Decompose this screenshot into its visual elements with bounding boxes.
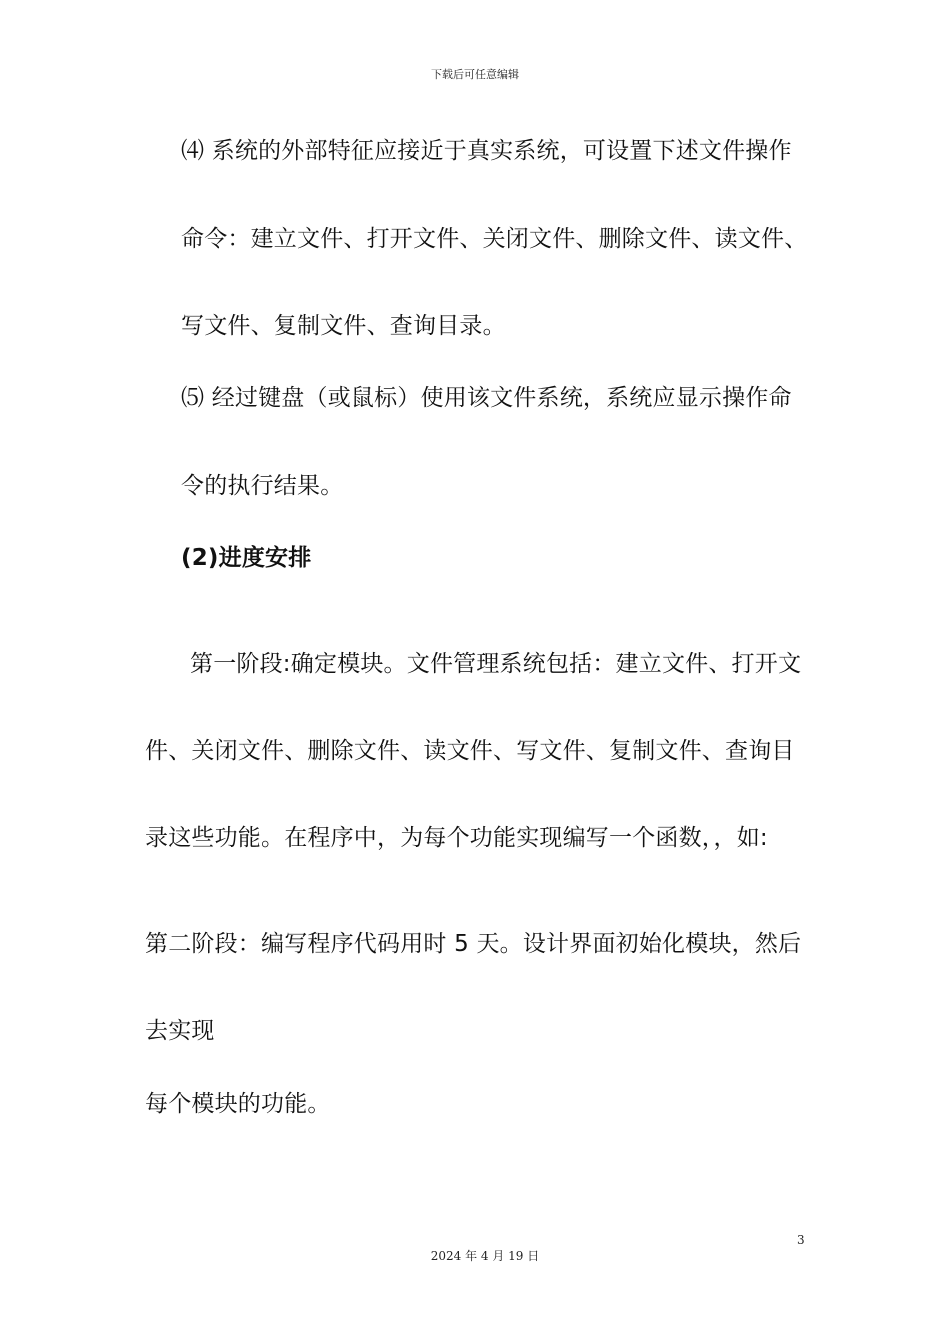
page-header: 下载后可任意编辑 xyxy=(431,68,519,81)
footer-date: 2024 年 4 月 19 日 xyxy=(430,1249,540,1263)
stage1-line3: 录这些功能。在程序中，为每个功能实现编写一个函数，，如: xyxy=(145,825,768,851)
item4-line2: 命令：建立文件、打开文件、关闭文件、删除文件、读文件、 xyxy=(181,226,808,252)
section-heading: (2)进度安排 xyxy=(181,545,312,571)
item5-line1: ⑸ 经过键盘（或鼠标）使用该文件系统，系统应显示操作命 xyxy=(181,385,792,411)
item4-line1: ⑷ 系统的外部特征应接近于真实系统，可设置下述文件操作 xyxy=(181,138,792,164)
stage1-line1: 第一阶段:确定模块。文件管理系统包括：建立文件、打开文 xyxy=(190,651,802,677)
page-number: 3 xyxy=(797,1233,805,1247)
stage1-line2: 件、关闭文件、删除文件、读文件、写文件、复制文件、查询目 xyxy=(145,738,795,764)
stage2-line3: 每个模块的功能。 xyxy=(145,1091,331,1117)
stage2-line2: 去实现 xyxy=(145,1018,215,1044)
stage2-line1: 第二阶段：编写程序代码用时 5 天。设计界面初始化模块，然后 xyxy=(145,931,802,957)
item5-line2: 令的执行结果。 xyxy=(181,473,344,499)
item4-line3: 写文件、复制文件、查询目录。 xyxy=(181,313,506,339)
